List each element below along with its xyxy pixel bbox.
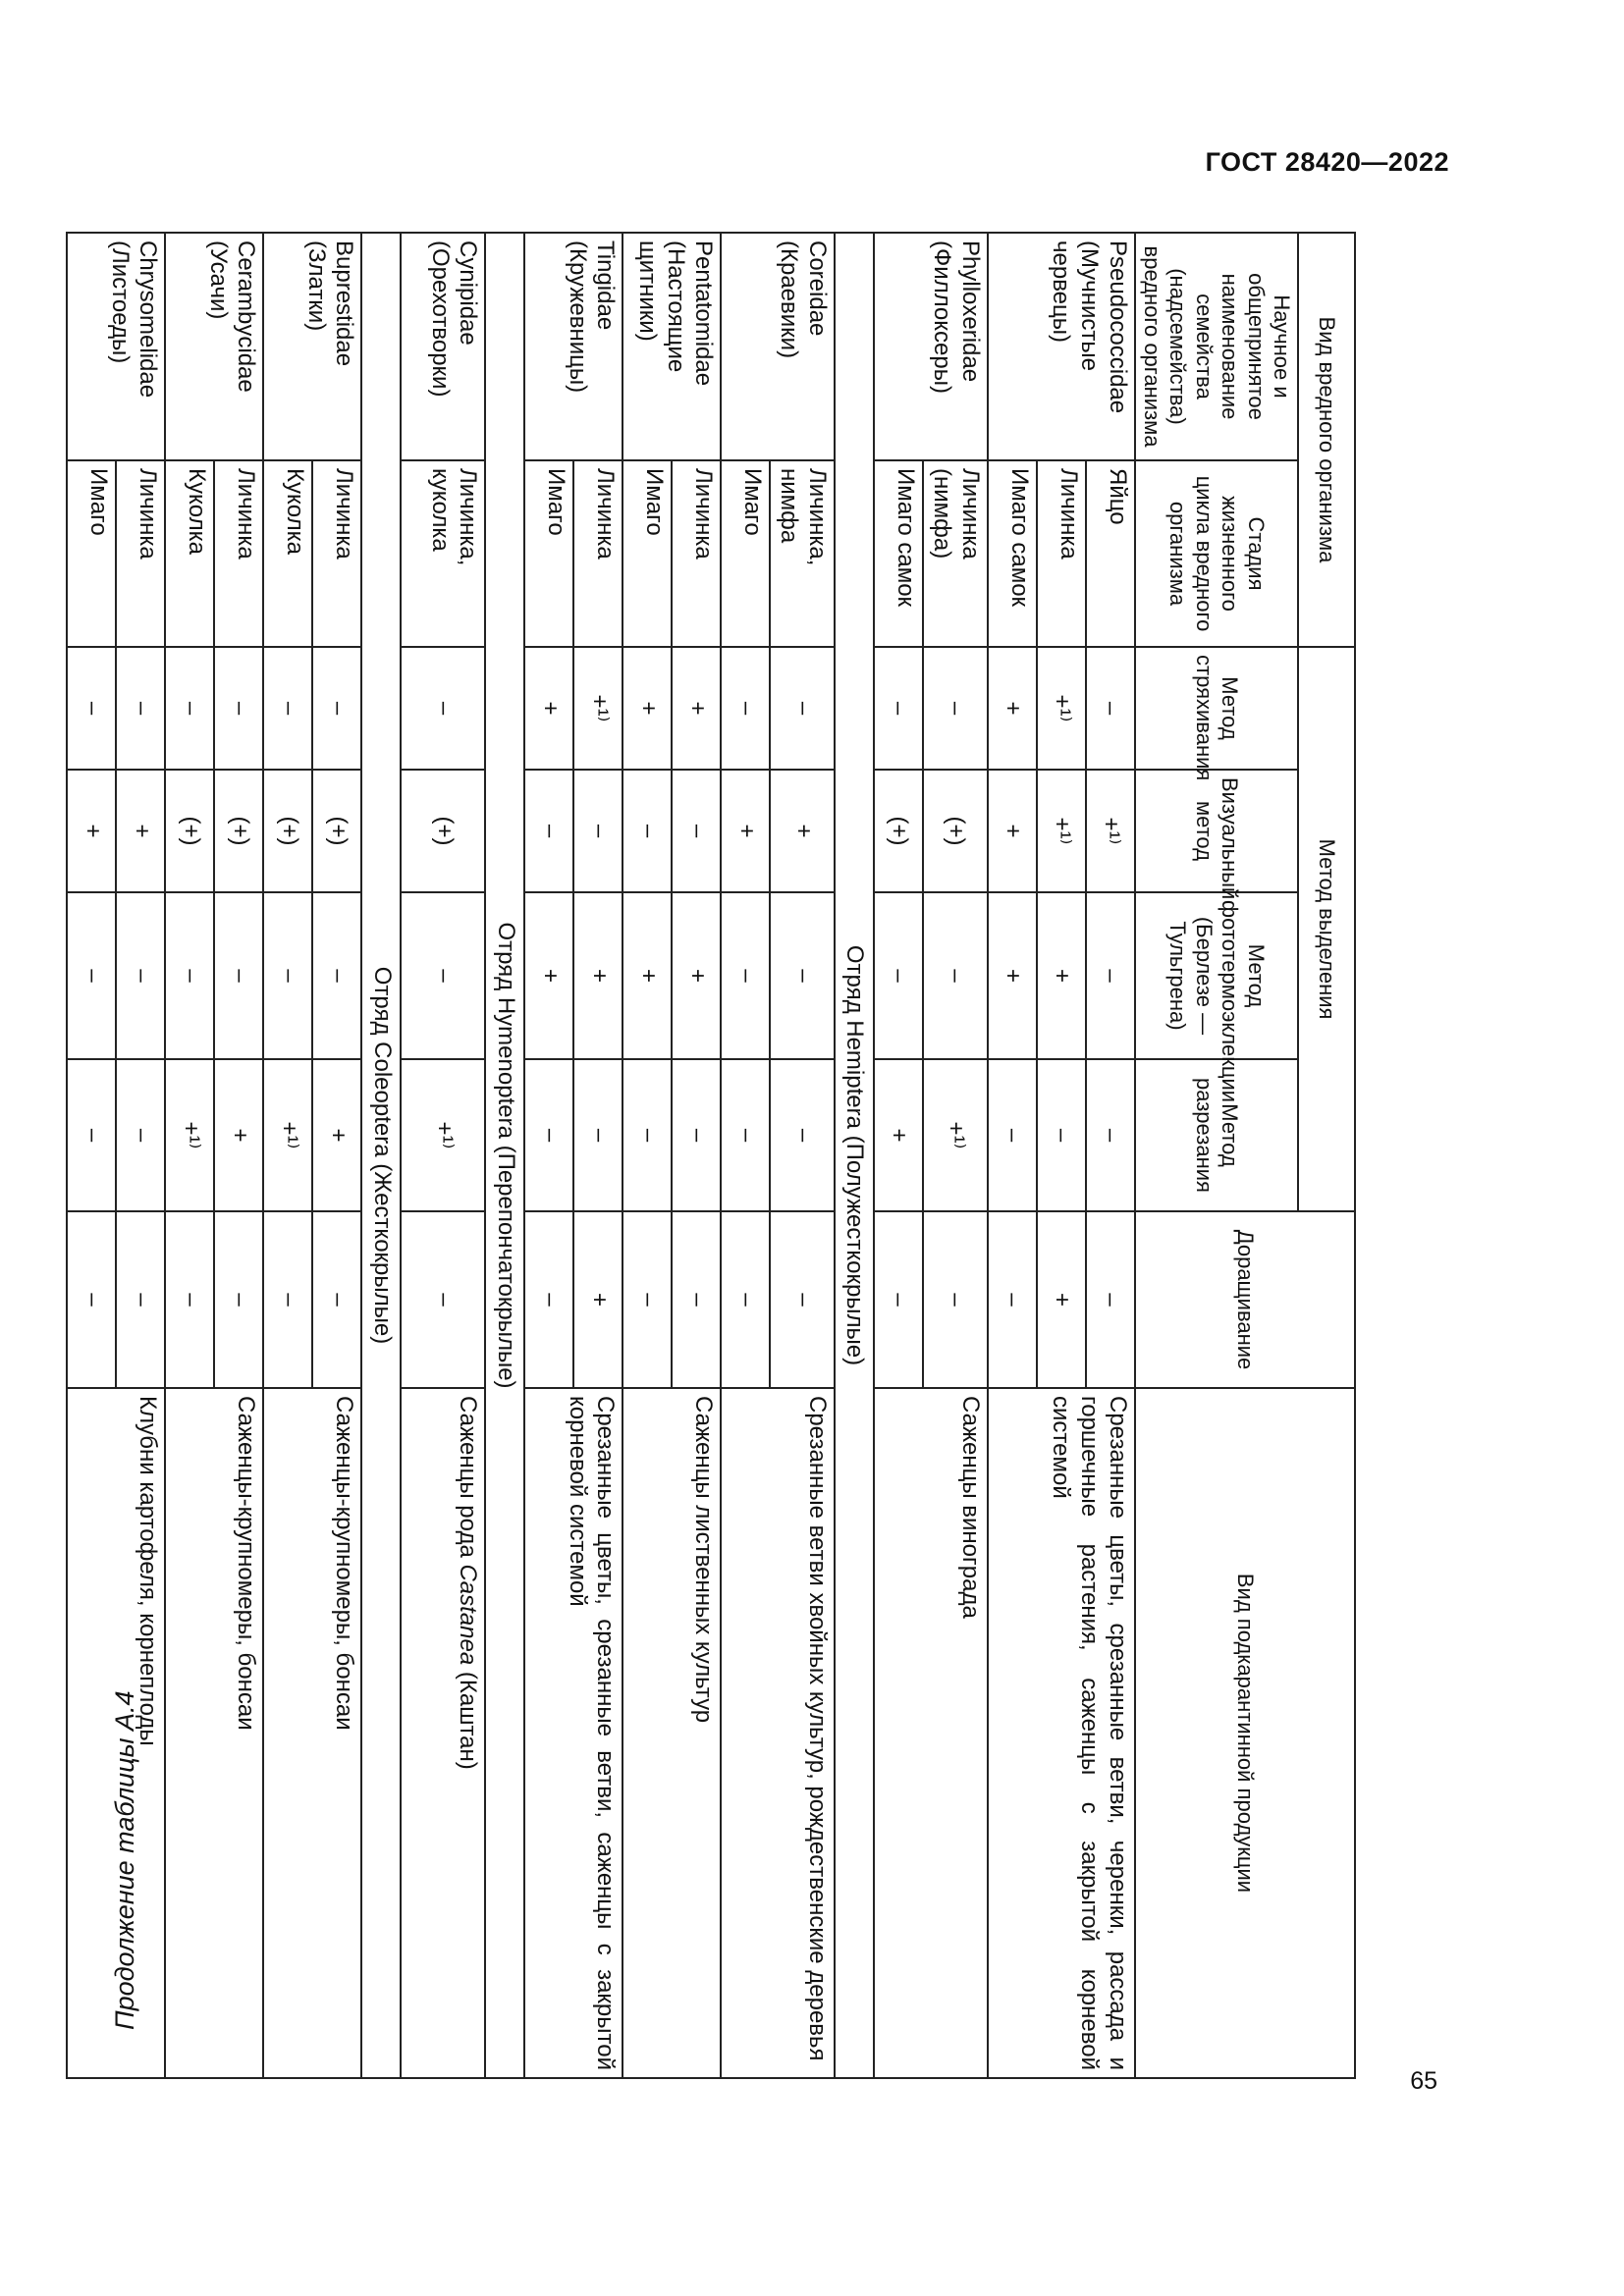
cut-cell: – — [1086, 1059, 1135, 1211]
grow-cell: – — [770, 1211, 835, 1388]
photo-cell: – — [770, 892, 835, 1059]
table-row — [573, 233, 623, 2078]
product-cell: Саженцы лиственных культур — [623, 1388, 721, 2078]
standard-number: ГОСТ 28420—2022 — [1205, 147, 1449, 177]
grow-cell: – — [874, 1211, 923, 1388]
stage-cell: Личинка — [672, 460, 721, 647]
photo-cell: – — [721, 892, 770, 1059]
table-row — [401, 233, 485, 2078]
product-genus: Castanea — [455, 1564, 482, 1666]
stage-cell: Личинка — [1037, 460, 1086, 647]
stage-cell: Личинка (нимфа) — [923, 460, 988, 647]
family-name: Coreidae (Краевики) — [721, 233, 835, 460]
cut-cell: – — [573, 1059, 623, 1211]
product-cell: Саженцы-крупномеры, бонсаи — [263, 1388, 361, 2078]
cut-cell: + — [214, 1059, 263, 1211]
strip-cell: – — [116, 647, 165, 770]
strip-cell: – — [312, 647, 361, 770]
strip-cell: – — [401, 647, 485, 770]
header-stage: Стадия жизненного цикла вредного организма — [1135, 460, 1298, 647]
header-cut: Метод разрезания — [1135, 1059, 1298, 1211]
grow-cell: – — [524, 1211, 573, 1388]
vis-cell: – — [524, 770, 573, 892]
vis-cell: – — [573, 770, 623, 892]
grow-cell: – — [263, 1211, 312, 1388]
section-title: Отряд Hymenoptera (Перепончатокрылые) — [485, 233, 524, 2078]
cut-cell: +¹⁾ — [923, 1059, 988, 1211]
table-row — [214, 233, 263, 2078]
cut-cell: – — [623, 1059, 672, 1211]
stage-cell: Личинка, куколка — [401, 460, 485, 647]
stage-cell: Куколка — [165, 460, 214, 647]
photo-cell: – — [923, 892, 988, 1059]
strip-cell: – — [263, 647, 312, 770]
header-name: Научное и общепринятое наименование семейства (надсемейства) вредного организма — [1135, 233, 1298, 460]
vis-cell: (+) — [874, 770, 923, 892]
section-row — [485, 233, 524, 2078]
vis-cell: (+) — [214, 770, 263, 892]
table-row — [770, 233, 835, 2078]
product-cell: Саженцы-крупномеры, бонсаи — [165, 1388, 263, 2078]
grow-cell: – — [988, 1211, 1037, 1388]
family-name: Buprestidae (Златки) — [263, 233, 361, 460]
family-name: Cerambycidae (Усачи) — [165, 233, 263, 460]
product-cell: Саженцы винограда — [874, 1388, 988, 2078]
section-title: Отряд Coleoptera (Жесткокрылые) — [361, 233, 401, 2078]
strip-cell: – — [770, 647, 835, 770]
cut-cell: – — [116, 1059, 165, 1211]
strip-cell: + — [988, 647, 1037, 770]
photo-cell: – — [401, 892, 485, 1059]
cut-cell: – — [524, 1059, 573, 1211]
cut-cell: – — [770, 1059, 835, 1211]
grow-cell: – — [623, 1211, 672, 1388]
stage-cell: Личинка — [214, 460, 263, 647]
table-caption: Продолжение таблицы А.4 — [110, 1690, 139, 2030]
strip-cell: – — [721, 647, 770, 770]
section-title: Отряд Hemiptera (Полужесткокрылые) — [835, 233, 874, 2078]
family-name: Phylloxeridae (Филлоксеры) — [874, 233, 988, 460]
grow-cell: – — [312, 1211, 361, 1388]
family-name: Tingidae (Кружевницы) — [524, 233, 623, 460]
vis-cell: – — [623, 770, 672, 892]
photo-cell: + — [623, 892, 672, 1059]
cut-cell: +¹⁾ — [263, 1059, 312, 1211]
cut-cell: + — [312, 1059, 361, 1211]
vis-cell: (+) — [401, 770, 485, 892]
product-cell: Срезанные цветы, срезанные ветви, черенки, рассада и горшечные растения, саженцы с закрытой корневой системой — [988, 1388, 1135, 2078]
cut-cell: + — [874, 1059, 923, 1211]
vis-cell: + — [721, 770, 770, 892]
vis-cell: + — [988, 770, 1037, 892]
vis-cell: + — [770, 770, 835, 892]
grow-cell: – — [165, 1211, 214, 1388]
photo-cell: – — [214, 892, 263, 1059]
header-method-group: Метод выделения — [1298, 647, 1355, 1211]
strip-cell: + — [672, 647, 721, 770]
header-organism-group: Вид вредного организма — [1298, 233, 1355, 647]
grow-cell: – — [401, 1211, 485, 1388]
header-strip: Метод стряхивания — [1135, 647, 1298, 770]
photo-cell: + — [573, 892, 623, 1059]
grow-cell: – — [116, 1211, 165, 1388]
header-vis: Визуальный метод — [1135, 770, 1298, 892]
strip-cell: +¹⁾ — [1037, 647, 1086, 770]
stage-cell: Личинка — [116, 460, 165, 647]
table-row — [672, 233, 721, 2078]
stage-cell: Имаго — [524, 460, 573, 647]
vis-cell: + — [116, 770, 165, 892]
grow-cell: + — [573, 1211, 623, 1388]
stage-cell: Личинка, нимфа — [770, 460, 835, 647]
cut-cell: +¹⁾ — [401, 1059, 485, 1211]
cut-cell: +¹⁾ — [165, 1059, 214, 1211]
strip-cell: – — [874, 647, 923, 770]
photo-cell: – — [874, 892, 923, 1059]
grow-cell: – — [67, 1211, 116, 1388]
product-cell: Срезанные цветы, срезанные ветви, саженцы с закрытой корневой системой — [524, 1388, 623, 2078]
vis-cell: (+) — [312, 770, 361, 892]
strip-cell: – — [1086, 647, 1135, 770]
stage-cell: Имаго — [721, 460, 770, 647]
product-prefix: Саженцы рода — [455, 1396, 482, 1565]
stage-cell: Имаго — [67, 460, 116, 647]
photo-cell: – — [1086, 892, 1135, 1059]
section-row — [361, 233, 401, 2078]
strip-cell: +¹⁾ — [573, 647, 623, 770]
stage-cell: Яйцо — [1086, 460, 1135, 647]
table-row — [116, 233, 165, 2078]
photo-cell: + — [1037, 892, 1086, 1059]
grow-cell: + — [1037, 1211, 1086, 1388]
cut-cell: – — [672, 1059, 721, 1211]
stage-cell: Имаго — [623, 460, 672, 647]
strip-cell: – — [165, 647, 214, 770]
strip-cell: + — [623, 647, 672, 770]
vis-cell: +¹⁾ — [1086, 770, 1135, 892]
product-cell: Срезанные ветви хвойных культур, рождественские деревья — [721, 1388, 835, 2078]
header-grow: Доращивание — [1135, 1211, 1355, 1388]
grow-cell: – — [721, 1211, 770, 1388]
header-photo: Метод фототермоэклекции (Берлезе — Тульгрена) — [1135, 892, 1298, 1059]
strip-cell: – — [923, 647, 988, 770]
product-cell: Клубни картофеля, корнеплоды — [67, 1388, 165, 2078]
cut-cell: – — [721, 1059, 770, 1211]
section-row — [835, 233, 874, 2078]
table-row — [312, 233, 361, 2078]
family-name: Chrysomelidae (Листоеды) — [67, 233, 165, 460]
strip-cell: – — [67, 647, 116, 770]
vis-cell: – — [672, 770, 721, 892]
strip-cell: + — [524, 647, 573, 770]
vis-cell: + — [67, 770, 116, 892]
photo-cell: – — [263, 892, 312, 1059]
family-name: Pseudococcidae (Мучнистые червецы) — [988, 233, 1135, 460]
grow-cell: – — [923, 1211, 988, 1388]
stage-cell: Куколка — [263, 460, 312, 647]
photo-cell: + — [524, 892, 573, 1059]
family-name: Pentatomidae (Настоящие щитники) — [623, 233, 721, 460]
photo-cell: + — [988, 892, 1037, 1059]
table-row — [923, 233, 988, 2078]
product-suffix: (Каштан) — [455, 1665, 482, 1770]
stage-cell: Имаго самок — [988, 460, 1037, 647]
vis-cell: (+) — [263, 770, 312, 892]
photo-cell: – — [312, 892, 361, 1059]
photo-cell: + — [672, 892, 721, 1059]
grow-cell: – — [672, 1211, 721, 1388]
stage-cell: Имаго самок — [874, 460, 923, 647]
table-row — [1086, 233, 1135, 2078]
family-name: Cynipidae (Орехотворки) — [401, 233, 485, 460]
cut-cell: – — [1037, 1059, 1086, 1211]
product-cell — [401, 1388, 485, 2078]
page-number: 65 — [1410, 2067, 1437, 2095]
cut-cell: – — [988, 1059, 1037, 1211]
cut-cell: – — [67, 1059, 116, 1211]
photo-cell: – — [165, 892, 214, 1059]
stage-cell: Личинка — [312, 460, 361, 647]
header-product: Вид подкарантинной продукции — [1135, 1388, 1355, 2078]
vis-cell: (+) — [165, 770, 214, 892]
vis-cell: (+) — [923, 770, 988, 892]
strip-cell: – — [214, 647, 263, 770]
vis-cell: +¹⁾ — [1037, 770, 1086, 892]
photo-cell: – — [116, 892, 165, 1059]
grow-cell: – — [214, 1211, 263, 1388]
grow-cell: – — [1086, 1211, 1135, 1388]
pest-table — [66, 232, 1356, 2079]
stage-cell: Личинка — [573, 460, 623, 647]
photo-cell: – — [67, 892, 116, 1059]
